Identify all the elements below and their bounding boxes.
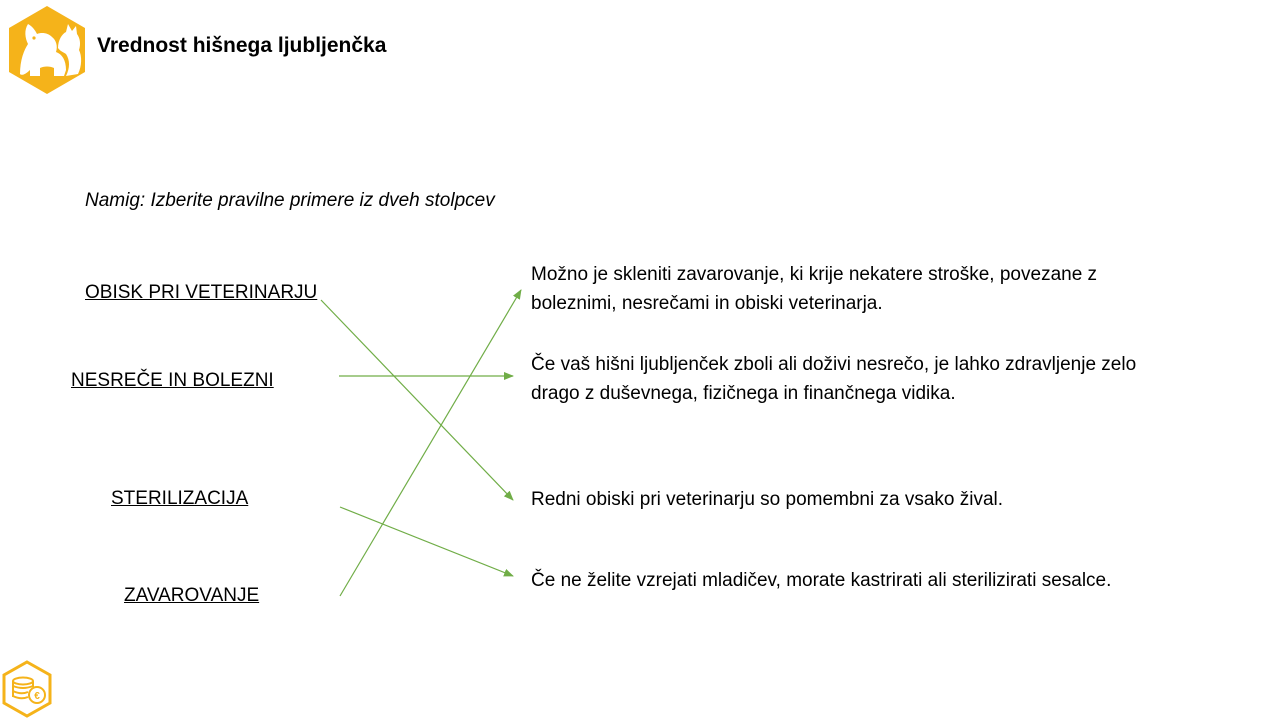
right-item-obisk[interactable]: Redni obiski pri veterinarju so pomembni za vsako žival. [531, 489, 1004, 510]
dog-cat-hexagon-icon [6, 4, 88, 96]
hint-text: Namig: Izberite pravilne primere iz dveh stolpcev [85, 190, 495, 211]
coins-euro-hexagon-icon [1, 660, 53, 718]
svg-text:€: € [34, 691, 40, 702]
right-item-nesrece[interactable]: Če vaš hišni ljubljenček zboli ali doživi nesrečo, je lahko zdravljenje zelo drago z duševnega, fizičnega in finančnega vidika. [531, 354, 1137, 404]
left-item-nesrece[interactable]: NESREČE IN BOLEZNI [71, 370, 274, 391]
right-item-sterilizacija[interactable]: Če ne želite vzrejati mladičev, morate kastrirati ali sterilizirati sesalce. [531, 570, 1112, 591]
right-item-zavarovanje[interactable]: Možno je skleniti zavarovanje, ki krije nekatere stroške, povezane z boleznimi, nesrečami in obiski veterinarja. [531, 264, 1098, 314]
page-title: Vrednost hišnega ljubljenčka [97, 34, 387, 57]
left-item-zavarovanje[interactable]: ZAVAROVANJE [124, 585, 260, 606]
connector-sterilizacija-to-ce-ne [340, 507, 513, 576]
left-item-obisk[interactable]: OBISK PRI VETERINARJU [85, 282, 318, 303]
left-item-sterilizacija[interactable]: STERILIZACIJA [111, 488, 249, 509]
connector-obisk-to-redni [321, 300, 513, 500]
connector-zavarovanje-to-mozno [340, 290, 521, 596]
